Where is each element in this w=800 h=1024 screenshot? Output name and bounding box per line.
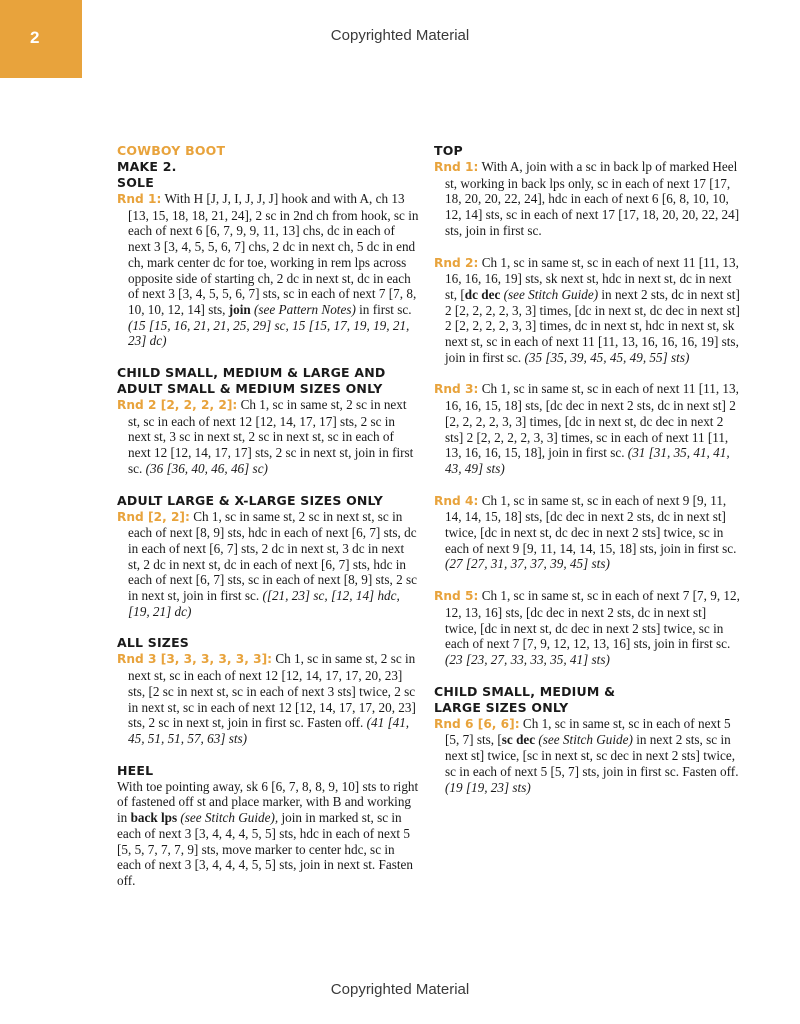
child-sizes-section (117, 365, 419, 477)
top-round-5: Rnd 5: Ch 1, sc in same st, sc in each of next 7 [7, 9, 12, 12, 13, 16] sts, [dc dec in next 2 sts, dc in next st] twice, [dc in next st, dc dec in next 2 sts] twice, sc in each of next 7 [7, 9, 12, 12, 13, 16] sts, join in first sc. (23 [23, 27, 33, 33, 35, 41] sts) (434, 588, 740, 667)
round-label: Rnd 4: (434, 493, 479, 508)
top-round-5-section (434, 588, 740, 668)
round-label: Rnd 6 [6, 6]: (434, 716, 520, 731)
sole-round-1: Rnd 1: With H [J, J, I, J, J, J] hook and with A, ch 13 [13, 15, 18, 18, 21, 24], 2 sc in 2nd ch from hook, sc in each of next 6 [6, 7, 9, 9, 11, 13] chs, dc in each of next 3 [3, 4, 5, 5, 6, 7] chs, 2 dc in next ch, 5 dc in end ch, mark center dc for toe, working in rem lps across opposite side of starting ch, 2 dc in next st, dc in each of next 3 [3, 4, 5, 5, 6, 7] sts, sc in each of next 7 [7, 8, 10, 10, 12, 14] sts, join (see Pattern Notes) in first sc. (15 [15, 16, 21, 21, 25, 29] sc, 15 [15, 17, 19, 19, 21, 23] dc) (117, 191, 419, 349)
make-instruction: MAKE 2. (117, 159, 177, 174)
watermark-top: Copyrighted Material (330, 27, 470, 44)
top-round-3-section (434, 381, 740, 476)
adult-round-2: Rnd [2, 2]: Ch 1, sc in same st, 2 sc in next st, sc in each of next [8, 9] sts, hdc in each of next [6, 7] sts, dc in each of next [6, 7] sts, 2 dc in next st, 3 dc in next st, 2 dc in next st, dc in each of next [6, 7] sts, hdc in each of next [6, 7] sts, sc in each of next [8, 9] sts, 2 sc in next st, join in first sc. ([21, 23] sc, [12, 14] hdc, [19, 21] dc) (117, 508, 417, 619)
child-sizes-heading: CHILD SMALL, MEDIUM & LARGE AND (117, 365, 386, 381)
page-number: 2 (30, 28, 40, 47)
stitch-count: (15 [15, 16, 21, 21, 25, 29] sc, 15 [15, 17, 19, 19, 21, 23] dc) (128, 317, 410, 349)
stitch-count: ([21, 23] sc, [12, 14] hdc, [19, 21] dc) (128, 588, 400, 619)
left-column (117, 143, 419, 905)
adult-sizes-section (117, 493, 419, 620)
watermark-bottom: Copyrighted Material (330, 981, 470, 998)
top-heading: TOP (434, 143, 463, 158)
round-label: Rnd [2, 2]: (117, 509, 190, 524)
heel-section (117, 763, 419, 889)
child-top-round-6: Rnd 6 [6, 6]: Ch 1, sc in same st, sc in each of next 5 [5, 7] sts, [sc dec (see Stitch Guide) in next 2 sts, sc in next st] twice, [sc in next st, sc dec in next 2 sts] twice, sc in each of next 5 [5, 7] sts, join in first sc. Fasten off. (19 [19, 23] sts) (434, 715, 739, 795)
stitch-count: (23 [23, 27, 33, 33, 35, 41] sts) (445, 651, 610, 667)
all-sizes-heading: ALL SIZES (117, 635, 190, 651)
stitch-count: (31 [31, 35, 41, 41, 43, 49] sts) (445, 445, 730, 476)
sole-section (117, 143, 419, 349)
child-top-heading: CHILD SMALL, MEDIUM & (434, 683, 616, 699)
top-round-4: Rnd 4: Ch 1, sc in same st, sc in each of next 9 [9, 11, 14, 14, 15, 18] sts, [dc dec in next 2 sts, dc in next st] twice, [dc in next st, dc dec in next 2 sts] twice, sc in each of next 9 [9, 11, 14, 14, 15, 18] sts, join in first sc. (27 [27, 31, 37, 37, 39, 45] sts) (434, 492, 737, 572)
round-label: Rnd 5: (434, 589, 479, 604)
round-label: Rnd 3 [3, 3, 3, 3, 3, 3]: (117, 652, 273, 667)
child-top-section (434, 684, 740, 796)
child-sizes-heading-2: ADULT SMALL & MEDIUM SIZES ONLY (117, 381, 383, 397)
top-round-4-section (434, 493, 740, 573)
heel-instructions: With toe pointing away, sk 6 [6, 7, 8, 8, 9, 10] sts to right of fastened off st and place marker, with B and working in back lps (see Stitch Guide), join in marked st, sc in each of next 3 [3, 4, 4, 4, 5, 5] sts, hdc in each of next 5 [5, 5, 7, 7, 7, 9] sts, move marker to center hdc, sc in each of next 3 [3, 4, 4, 4, 5, 5] sts, join in next st. Fasten off. (117, 778, 419, 888)
sole-heading: SOLE (117, 175, 154, 190)
adult-sizes-heading: ADULT LARGE & X-LARGE SIZES ONLY (117, 492, 384, 508)
round-label: Rnd 2: (434, 255, 479, 270)
child-round-2: Rnd 2 [2, 2, 2, 2]: Ch 1, sc in same st, 2 sc in next st, sc in each of next 12 [12, 14, 17, 17] sts, 2 sc in next st, 3 sc in next st, 2 sc in next st, sc in each of next 12 [12, 14, 17, 17] sts, 2 sc in next st, join in first sc. (36 [36, 40, 46, 46] sc) (117, 397, 414, 476)
top-round-2-section (434, 255, 740, 366)
stitch-count: (36 [36, 40, 46, 46] sc) (142, 460, 268, 476)
heel-heading: HEEL (117, 762, 154, 778)
round-label: Rnd 1: (117, 192, 162, 206)
all-round-3: Rnd 3 [3, 3, 3, 3, 3, 3]: Ch 1, sc in same st, 2 sc in next st, sc in each of next 12 [12, 14, 17, 17, 20, 23] sts, [2 sc in next st, sc in each of next 3 sts] twice, 2 sc in next st, sc in each of next 12 [12, 14, 17, 17, 20, 23] sts, 2 sc in next st, join in first sc. Fasten off. (41 [41, 45, 51, 51, 57, 63] sts) (117, 651, 416, 746)
top-round-2: Rnd 2: Ch 1, sc in same st, sc in each of next 11 [11, 13, 16, 16, 16, 19] sts, sk next st, hdc in next st, dc in next st, [dc dec (see Stitch Guide) in next 2 sts, dc in next st] 2 [2, 2, 2, 2, 3, 3] times, [dc in next st, dc dec in next st] 2 [2, 2, 2, 2, 3, 3] times, dc in next st, hdc in next st, sk next st, sc in each of next 11 [11, 13, 16, 16, 16, 19] sts, join in first sc. (35 [35, 39, 45, 45, 49, 55] sts) (434, 254, 740, 365)
pattern-title: COWBOY BOOT (117, 143, 226, 158)
stitch-count: (27 [27, 31, 37, 37, 39, 45] sts) (445, 556, 610, 572)
stitch-count: (35 [35, 39, 45, 45, 49, 55] sts) (521, 349, 690, 365)
all-sizes-section (117, 635, 419, 746)
round-label: Rnd 3: (434, 382, 479, 397)
stitch-count: (19 [19, 23] sts) (445, 779, 531, 795)
top-round-1: Rnd 1: With A, join with a sc in back lp of marked Heel st, working in back lps only, sc in each of next 17 [17, 18, 20, 20, 22, 24], hdc in each of next 6 [6, 8, 10, 10, 12, 14] sts, sc in each of next 17 [17, 18, 20, 20, 22, 24] sts, join in first sc. (434, 159, 740, 238)
stitch-count: (41 [41, 45, 51, 51, 57, 63] sts) (128, 715, 410, 746)
top-round-3: Rnd 3: Ch 1, sc in same st, sc in each of next 11 [11, 13, 16, 16, 15, 18] sts, [dc dec in next 2 sts, dc in next st] 2 [2, 2, 2, 2, 3, 3] times, [dc in next st, dc dec in next 2 sts] 2 [2, 2, 2, 2, 3, 3] times, sc in each of next 11 [11, 13, 16, 16, 15, 18], join in first sc. (31 [31, 35, 41, 41, 43, 49] sts) (434, 381, 739, 476)
child-top-heading-2: LARGE SIZES ONLY (434, 699, 569, 715)
top-round-1-section (434, 143, 740, 239)
right-column (434, 143, 740, 811)
round-label: Rnd 2 [2, 2, 2, 2]: (117, 398, 238, 413)
round-label: Rnd 1: (434, 160, 479, 174)
